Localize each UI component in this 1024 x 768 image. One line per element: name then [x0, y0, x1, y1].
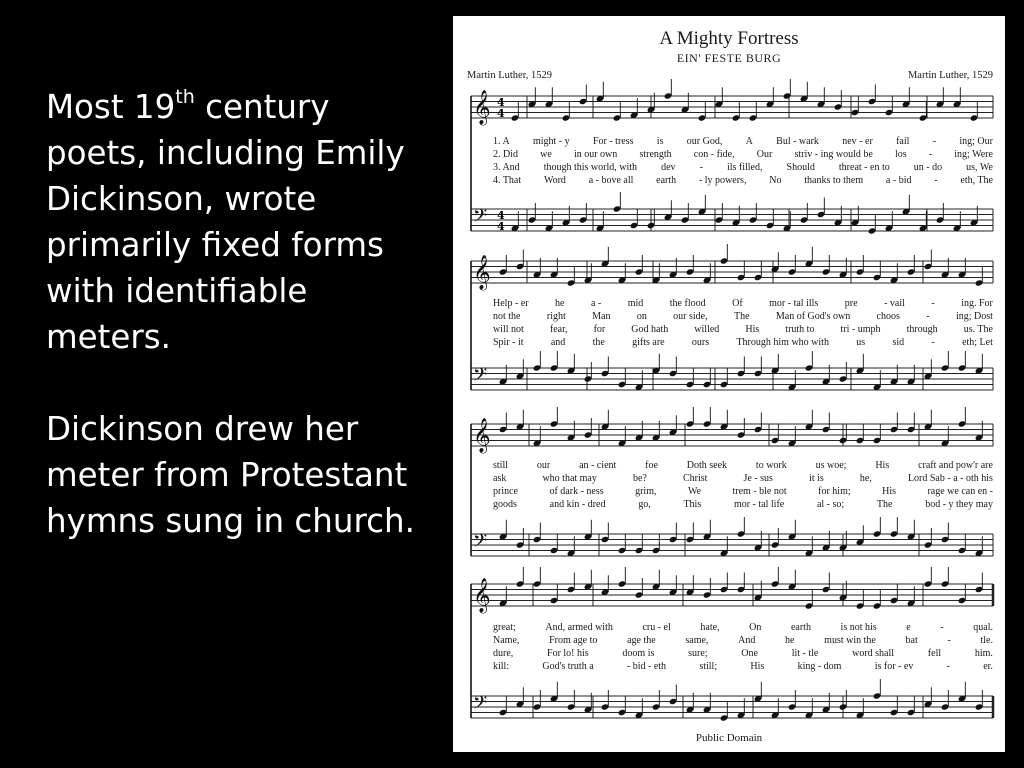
lyric-syllable: earth [790, 622, 811, 633]
treble-clef-icon: 𝄞 [473, 255, 491, 290]
lyric-syllable: thanks to them [804, 175, 864, 186]
lyric-syllable: for [593, 324, 606, 335]
lyric-syllable: ils filled, [726, 162, 763, 173]
lyric-syllable: lit - tle [791, 648, 819, 659]
bass-clef-icon: 𝄢 [473, 206, 488, 231]
lyric-syllable: for him; [818, 486, 851, 497]
lyric-syllable: al - so; [816, 499, 845, 510]
paragraph-dickinson-meters [46, 84, 426, 360]
para1-superscript: th [175, 86, 195, 108]
lyric-syllable: Doth seek [686, 460, 728, 471]
lyric-syllable: - [940, 622, 944, 633]
lyric-syllable: hate, [700, 622, 720, 633]
lyric-syllable: - [931, 337, 935, 348]
slide-text [46, 84, 426, 544]
lyric-syllable: - [699, 162, 703, 173]
lyric-syllable: he [555, 298, 565, 309]
lyric-syllable: Je - sus [743, 473, 773, 484]
lyric-syllable: And, armed with [545, 622, 613, 633]
lyric-syllable: Word [543, 175, 566, 186]
lyric-syllable: and [550, 337, 566, 348]
lyric-syllable: truth to [785, 324, 815, 335]
lyric-syllable: might - y [532, 136, 570, 147]
lyric-syllable: mor - tal life [733, 499, 785, 510]
lyric-syllable: - ly powers, [698, 175, 747, 186]
lyric-syllable: On [749, 622, 762, 633]
lyric-syllable: doom is [622, 648, 655, 659]
lyric-syllable: Lord Sab - a - oth his [907, 473, 993, 484]
lyric-line [493, 661, 993, 673]
lyric-line [493, 473, 993, 485]
lyric-syllable: 1. A [493, 136, 510, 147]
lyric-syllable: dure, [493, 648, 514, 659]
lyric-syllable: be? [632, 473, 647, 484]
lyric-syllable: sure; [688, 648, 708, 659]
lyric-syllable: must win the [824, 635, 876, 646]
lyric-syllable: is [656, 136, 664, 147]
lyric-syllable: One [741, 648, 758, 659]
lyric-syllable: mid [627, 298, 644, 309]
lyric-syllable: choos [876, 311, 900, 322]
lyric-line [493, 298, 993, 310]
lyric-syllable: con - fide, [693, 149, 735, 160]
lyric-syllable: - [947, 635, 951, 646]
lyric-syllable: a - bove all [588, 175, 634, 186]
lyric-syllable: he [785, 635, 795, 646]
lyric-syllable: cru - el [642, 622, 671, 633]
treble-clef-icon: 𝄞 [473, 418, 491, 453]
lyric-line [493, 622, 993, 634]
lyric-syllable: through [906, 324, 938, 335]
para1-rest: century poets, including Emily Dickinson, wrote primarily fixed forms with identifiable meters. [46, 88, 405, 356]
lyric-syllable: threat - en to [838, 162, 890, 173]
lyric-syllable: Spir - it [493, 337, 524, 348]
lyric-syllable: him. [974, 648, 993, 659]
lyric-syllable: ing; Were [954, 149, 993, 160]
lyric-syllable: 2. Did [493, 149, 518, 160]
lyric-line [493, 635, 993, 647]
lyric-syllable: grim, [635, 486, 657, 497]
lyric-syllable: craft and pow'r are [918, 460, 993, 471]
hymn-tune-name: EIN' FESTE BURG [676, 51, 782, 65]
lyric-syllable: ing; Dost [955, 311, 993, 322]
lyric-syllable: king - dom [797, 661, 842, 672]
treble-clef-icon: 𝄞 [473, 90, 491, 125]
lyric-syllable: our God, [686, 136, 723, 147]
lyric-syllable: fail [896, 136, 910, 147]
lyric-syllable: fell [927, 648, 942, 659]
lyric-syllable: - [926, 311, 930, 322]
lyric-syllable: eth, The [960, 175, 993, 186]
lyric-syllable: From age to [549, 635, 598, 646]
paragraph-hymn-source: Dickinson drew her meter from Protestant hymns sung in church. [46, 410, 415, 540]
lyric-syllable: Bul - wark [776, 136, 819, 147]
lyric-syllable: rage we can en - [927, 486, 993, 497]
lyric-syllable: in our own [573, 149, 618, 160]
bass-clef-icon: 𝄢 [473, 693, 488, 718]
lyric-syllable: a - [590, 298, 602, 309]
lyric-syllable: still [493, 460, 509, 471]
treble-clef-icon: 𝄞 [473, 578, 491, 613]
lyric-syllable: a - bid [885, 175, 912, 186]
lyric-syllable: is not his [840, 622, 877, 633]
lyric-syllable: ing; Our [959, 136, 993, 147]
lyric-syllable: still; [699, 661, 718, 672]
lyric-syllable: los [894, 149, 907, 160]
lyric-syllable: pre [844, 298, 858, 309]
lyric-syllable: mor - tal ills [769, 298, 819, 309]
lyric-syllable: sid [892, 337, 905, 348]
lyric-syllable: 3. And [493, 162, 520, 173]
lyric-syllable: us [856, 337, 866, 348]
lyric-syllable: right [546, 311, 566, 322]
lyric-line [493, 460, 993, 472]
lyric-syllable: gifts are [632, 337, 665, 348]
lyric-syllable: God's truth a [542, 661, 594, 672]
time-signature: 4 [497, 209, 505, 222]
time-signature: 4 [497, 107, 505, 120]
lyric-syllable: earth [656, 175, 677, 186]
lyric-syllable: striv - ing would be [794, 149, 873, 160]
lyric-line [493, 337, 993, 349]
lyric-syllable: to work [755, 460, 787, 471]
lyric-syllable: an - cient [579, 460, 617, 471]
lyric-syllable: - [928, 149, 933, 160]
lyric-syllable: willed [694, 324, 720, 335]
lyric-syllable: qual. [973, 622, 993, 633]
lyric-syllable: and kin - dred [549, 499, 606, 510]
lyric-syllable: on [636, 311, 647, 322]
lyric-syllable: bat [905, 635, 918, 646]
lyric-syllable: not the [493, 311, 521, 322]
lyric-line [493, 648, 993, 660]
lyric-syllable: us. The [963, 324, 993, 335]
lyric-syllable: - [934, 175, 938, 186]
lyric-syllable: - [946, 661, 950, 672]
lyric-syllable: No [769, 175, 782, 186]
lyric-syllable: - [931, 298, 935, 309]
lyric-syllable: eth; Let [962, 337, 993, 348]
lyric-syllable: For lo! his [547, 648, 589, 659]
lyric-syllable: The [733, 311, 750, 322]
lyric-syllable: age the [627, 635, 656, 646]
lyric-syllable: our side, [673, 311, 708, 322]
lyric-syllable: it is [809, 473, 824, 484]
time-signature: 4 [497, 220, 505, 233]
lyric-syllable: though this world, with [543, 162, 638, 173]
hymn-title: A Mighty Fortress [659, 28, 799, 49]
lyric-syllable: same, [685, 635, 709, 646]
lyric-syllable: the flood [669, 298, 706, 309]
lyric-syllable: we [540, 149, 552, 160]
lyric-syllable: the [592, 337, 605, 348]
lyric-line [493, 149, 993, 161]
lyric-syllable: We [687, 486, 702, 497]
lyric-syllable: who that may [542, 473, 597, 484]
bass-clef-icon: 𝄢 [473, 365, 488, 390]
lyric-syllable: is for - ev [874, 661, 914, 672]
lyric-syllable: of dark - ness [549, 486, 604, 497]
lyric-line [493, 311, 993, 323]
lyric-syllable: e [906, 622, 911, 633]
lyric-syllable: 4. That [493, 175, 522, 186]
lyric-syllable: God hath [631, 324, 669, 335]
lyric-syllable: The [876, 499, 893, 510]
text-credit: Martin Luther, 1529 [467, 70, 553, 81]
lyric-syllable: His [875, 460, 890, 471]
lyric-syllable: bod - y they may [925, 499, 993, 510]
lyric-syllable: tle. [980, 635, 993, 646]
lyric-line [493, 175, 993, 187]
lyric-syllable: - vail [884, 298, 905, 309]
lyric-syllable: His [750, 661, 765, 672]
lyric-syllable: ask [493, 473, 507, 484]
lyric-syllable: word shall [852, 648, 895, 659]
lyric-syllable: go, [638, 499, 651, 510]
hymn-sheet-music [453, 16, 1005, 752]
lyric-syllable: will not [493, 324, 524, 335]
lyric-syllable: Man of God's own [775, 311, 851, 322]
music-credit: Martin Luther, 1529 [907, 70, 993, 81]
lyric-syllable: nev - er [842, 136, 873, 147]
lyric-syllable: er. [983, 661, 993, 672]
lyric-syllable: ing. For [961, 298, 993, 309]
lyric-syllable: Help - er [493, 298, 529, 309]
lyric-syllable: fear, [549, 324, 568, 335]
lyric-syllable: strength [639, 149, 672, 160]
bass-clef-icon: 𝄢 [473, 531, 488, 556]
lyric-syllable: His [745, 324, 760, 335]
lyric-syllable: Man [592, 311, 611, 322]
lyric-syllable: A [745, 136, 753, 147]
time-signature: 4 [497, 96, 505, 109]
lyric-syllable: dev [661, 162, 676, 173]
lyric-syllable: This [683, 499, 702, 510]
lyric-line [493, 162, 993, 174]
lyric-syllable: he, [859, 473, 872, 484]
lyric-syllable: tri - umph [840, 324, 881, 335]
lyric-line [493, 324, 993, 336]
lyric-syllable: kill: [493, 661, 510, 672]
lyric-syllable: Through him who with [736, 337, 829, 348]
lyric-syllable: - bid - eth [626, 661, 667, 672]
para1-prefix: Most 19 [46, 88, 176, 126]
lyric-syllable: And [738, 635, 756, 646]
lyric-line [493, 486, 993, 498]
lyric-syllable: foe [645, 460, 658, 471]
lyric-syllable: us woe; [815, 460, 847, 471]
lyric-syllable: Name, [493, 635, 520, 646]
lyric-syllable: Our [756, 149, 773, 160]
public-domain-note: Public Domain [695, 732, 763, 744]
lyric-syllable: Christ [682, 473, 708, 484]
lyric-syllable: us, We [966, 162, 993, 173]
lyric-syllable: His [882, 486, 896, 497]
lyric-syllable: great; [493, 622, 516, 633]
lyric-syllable: Of [732, 298, 743, 309]
lyric-syllable: our [536, 460, 551, 471]
lyric-syllable: For - tress [592, 136, 634, 147]
lyric-syllable: goods [493, 499, 517, 510]
lyric-syllable: trem - ble not [732, 486, 787, 497]
lyric-line [493, 136, 993, 148]
lyric-syllable: Should [786, 162, 815, 173]
lyric-syllable: un - do [913, 162, 943, 173]
lyric-syllable: prince [493, 486, 518, 497]
lyric-line [493, 499, 993, 511]
lyric-syllable: - [932, 136, 937, 147]
lyric-syllable: ours [691, 337, 710, 348]
